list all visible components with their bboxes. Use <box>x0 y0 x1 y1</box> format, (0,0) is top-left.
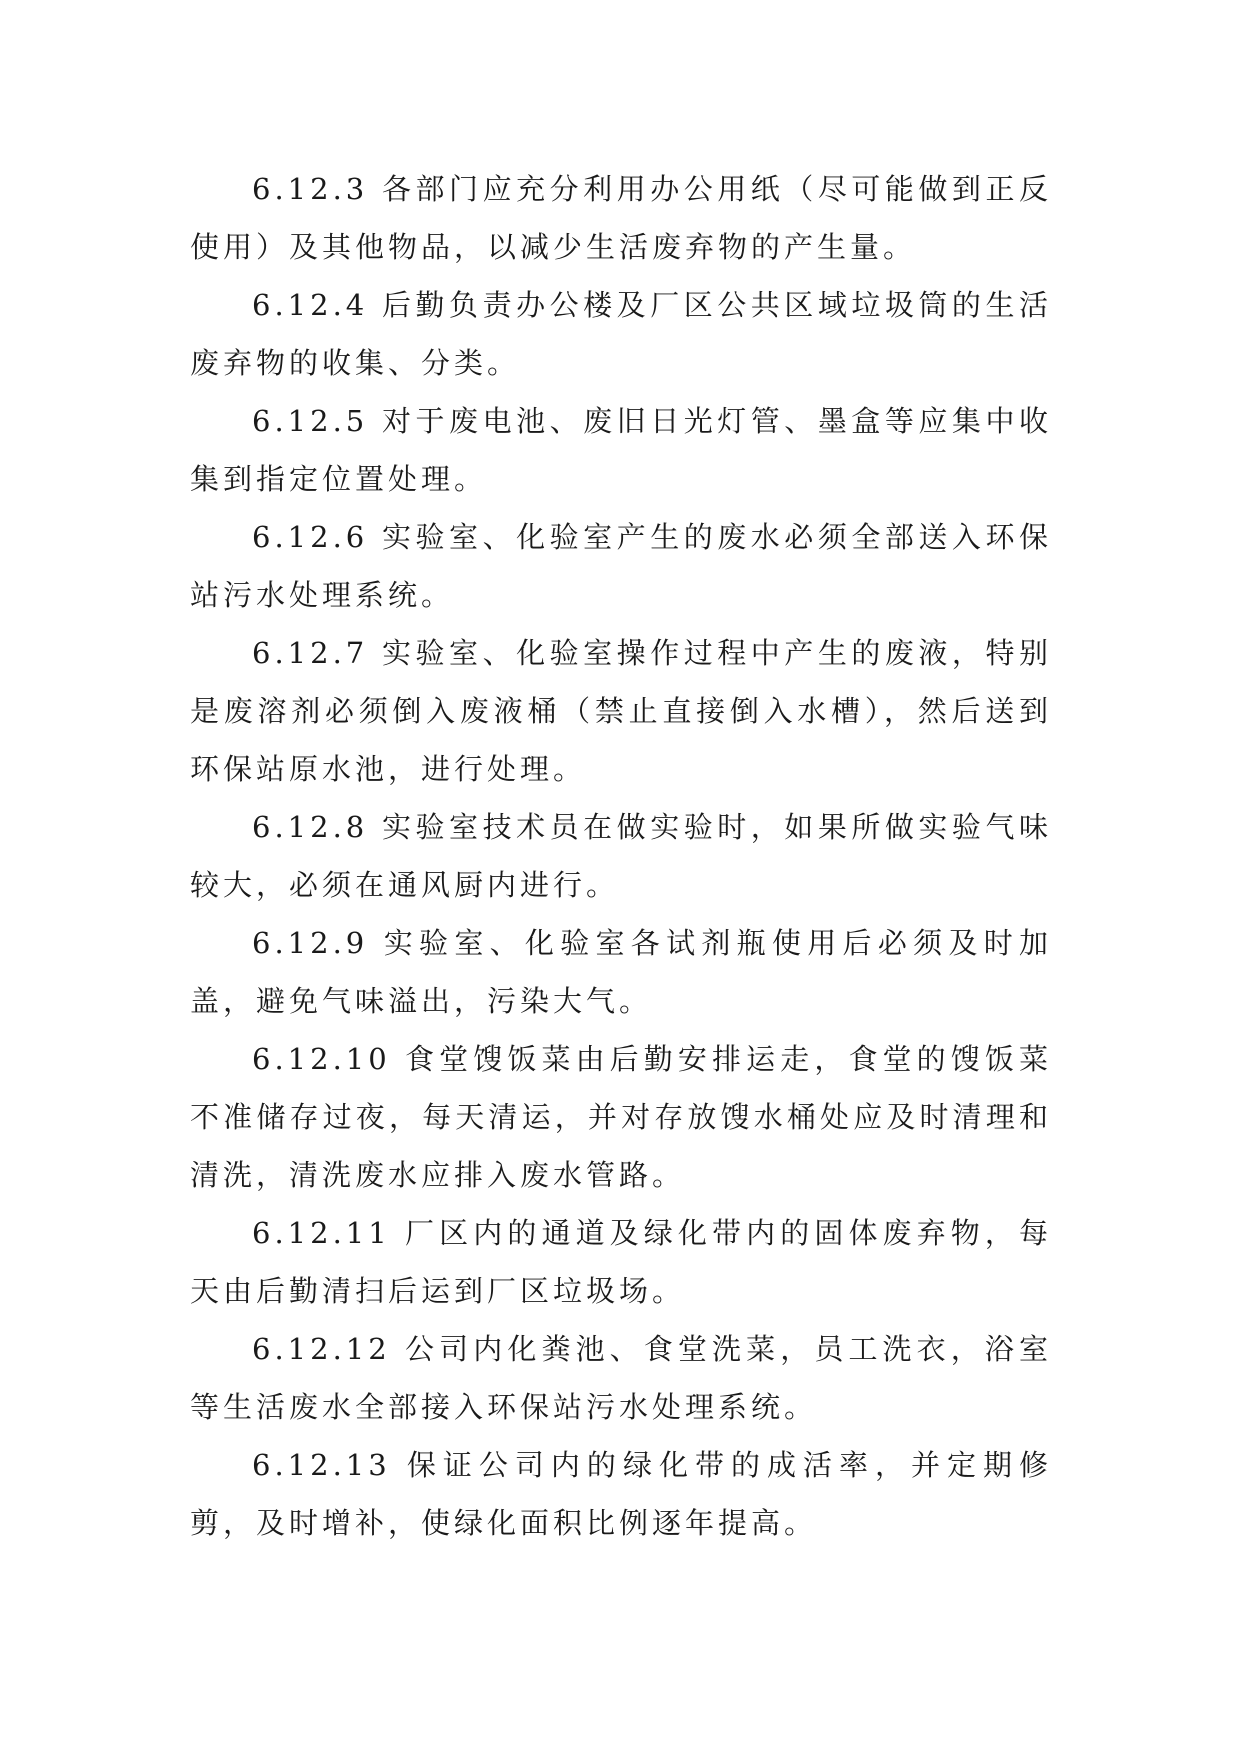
paragraph-6-12-10: 6.12.10 食堂馊饭菜由后勤安排运走，食堂的馊饭菜不准储存过夜，每天清运，并对存放馊水桶处应及时清理和清洗，清洗废水应排入废水管路。 <box>190 1042 1052 1192</box>
paragraph-6-12-12: 6.12.12 公司内化粪池、食堂洗菜，员工洗衣，浴室等生活废水全部接入环保站污水处理系统。 <box>190 1332 1052 1424</box>
paragraph-6-12-3: 6.12.3 各部门应充分利用办公用纸（尽可能做到正反使用）及其他物品，以减少生活废弃物的产生量。 <box>190 172 1052 264</box>
document-body <box>190 160 1052 1552</box>
paragraph-6-12-5: 6.12.5 对于废电池、废旧日光灯管、墨盒等应集中收集到指定位置处理。 <box>190 404 1052 496</box>
paragraph-6-12-13: 6.12.13 保证公司内的绿化带的成活率，并定期修剪，及时增补，使绿化面积比例逐年提高。 <box>190 1448 1052 1540</box>
paragraph-6-12-7: 6.12.7 实验室、化验室操作过程中产生的废液，特别是废溶剂必须倒入废液桶（禁止直接倒入水槽），然后送到环保站原水池，进行处理。 <box>190 636 1052 786</box>
paragraph-6-12-6: 6.12.6 实验室、化验室产生的废水必须全部送入环保站污水处理系统。 <box>190 520 1052 612</box>
paragraph-6-12-8: 6.12.8 实验室技术员在做实验时，如果所做实验气味较大，必须在通风厨内进行。 <box>190 810 1052 902</box>
paragraph-6-12-11: 6.12.11 厂区内的通道及绿化带内的固体废弃物，每天由后勤清扫后运到厂区垃圾场。 <box>190 1216 1052 1308</box>
paragraph-6-12-9: 6.12.9 实验室、化验室各试剂瓶使用后必须及时加盖，避免气味溢出，污染大气。 <box>190 926 1052 1018</box>
paragraph-6-12-4: 6.12.4 后勤负责办公楼及厂区公共区域垃圾筒的生活废弃物的收集、分类。 <box>190 288 1052 380</box>
